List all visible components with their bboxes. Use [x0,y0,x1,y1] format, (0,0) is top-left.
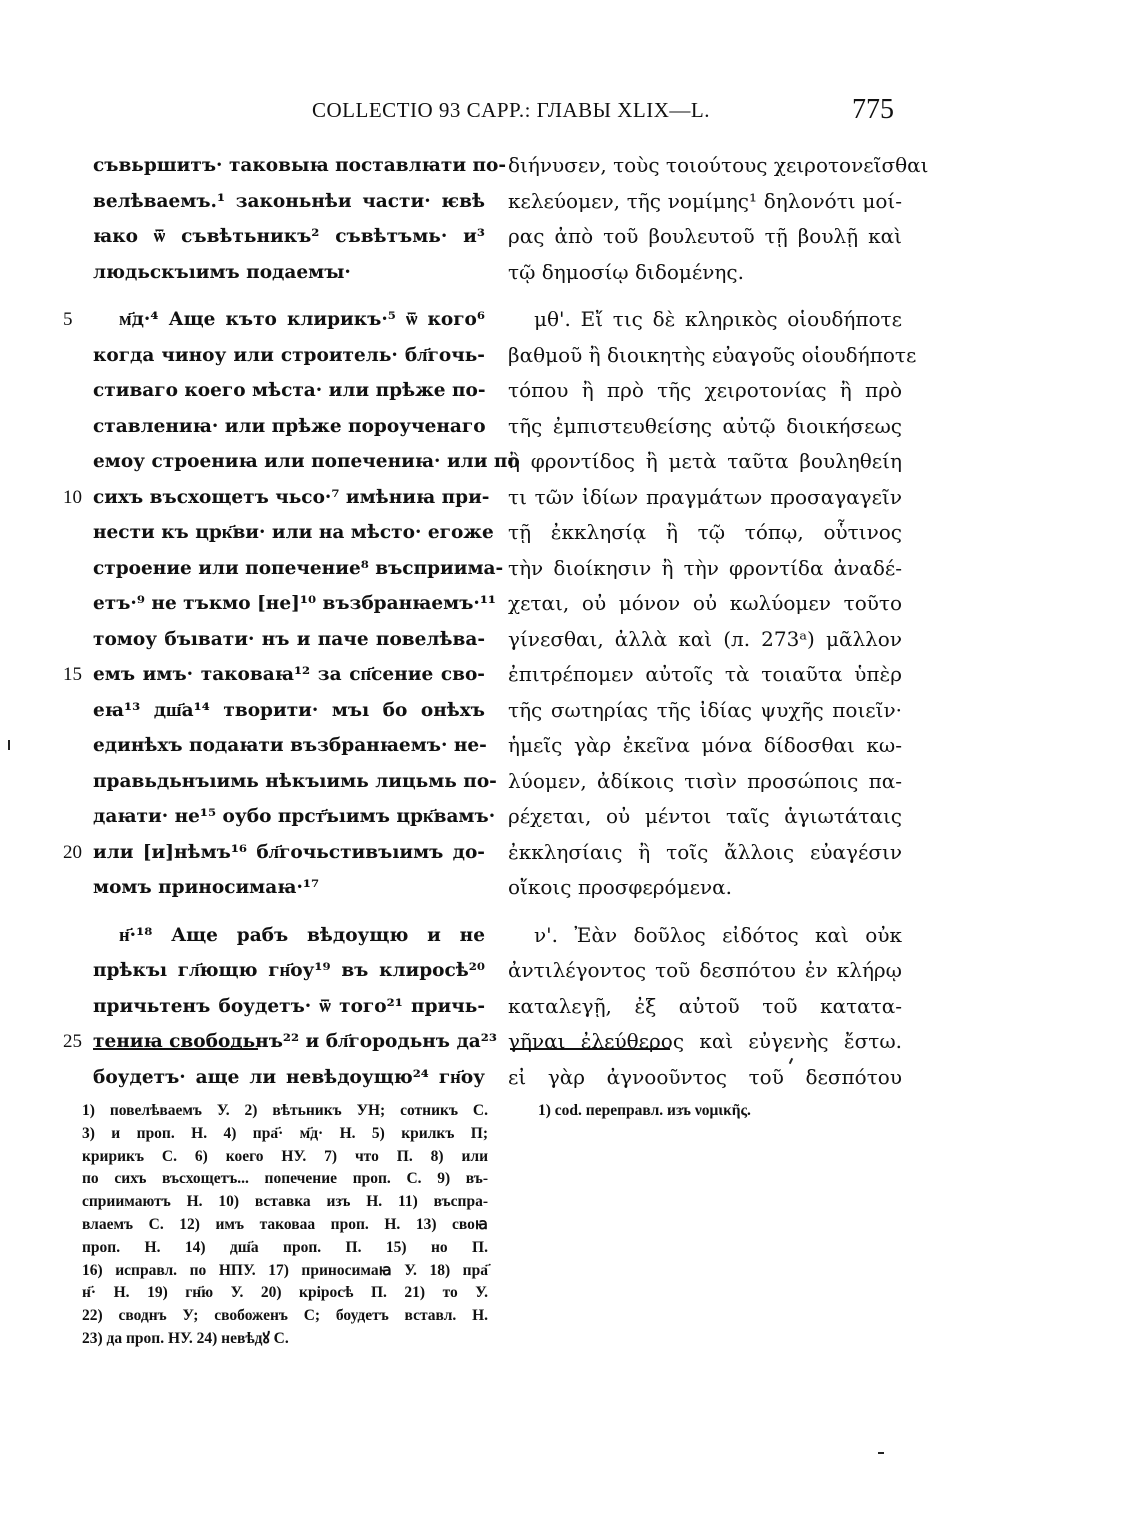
footnotes-slavonic [82,1100,488,1351]
greek-line: βαθμοῦ ἢ διοικητὴς εὐαγοῦς οἱουδήποτε [508,342,917,367]
page-number: 775 [852,94,894,125]
greek-line: τῆς σωτηρίας τῆς ἰδίας ψυχῆς ποιεῖν· [508,697,902,722]
greek-line: ἡμεῖς γὰρ ἐκεῖνα μόνα δίδοσθαι κω- [508,733,902,757]
slavonic-line: 15 емъ имъ· таковаꙗ¹² за сп҃сение сво- [63,664,485,685]
greek-line: ἀντιλέγοντος τοῦ δεσπότου ἐν κλήρῳ [508,958,902,982]
slavonic-line: етъ·⁹ не тъкмо [не]¹⁰ възбранꙗемъ·¹¹ [93,593,497,614]
slavonic-line: боудетъ· аще ли невѣдоущю²⁴ гн҃оу [93,1066,485,1088]
footnote-separator-right [510,1048,670,1050]
footnote-line: проп. Н. 14) дш҃а проп. П. 15) но П. [82,1238,488,1256]
footnote-line: по сихъ въсхощетъ... попечение проп. С. 9) въ- [82,1170,488,1188]
slavonic-line: 20 или [и]нѣмъ¹⁶ бл҃гочьстивъıимъ до- [63,841,485,863]
greek-line: γῆναι ἐλεύθερος καὶ εὐγενὴς ἔστω. [508,1029,902,1053]
greek-line: ρέχεται, οὐ μέντοι ταῖς ἁγιωτάταις [508,804,902,828]
footnote-line: сприимаютъ Н. 10) вставка изъ Н. 11) въспра- [82,1193,488,1211]
running-header: COLLECTIO 93 CAPP.: ГЛАВЫ XLIX—L. [312,98,710,122]
slavonic-line: еꙗ¹³ дш҃а¹⁴ творити· мъı бо онѣхъ [93,699,485,721]
slavonic-line: момъ приносимаꙗ·¹⁷ [93,877,320,898]
slavonic-line: н҃·¹⁸ Аще рабъ вѣдоущю и не [119,924,485,946]
greek-line: κελεύομεν, τῆς νομίμης¹ δηλονότι μοί- [508,188,902,213]
greek-line: χεται, οὐ μόνον οὐ κωλύομεν τοῦτο [508,591,902,615]
slavonic-line: правьдьнъıимь нѣкъıимь лицьмь по- [93,770,497,792]
greek-line: διήνυσεν, τοὺς τοιούτους χειροτονεῖσθαι [508,153,929,177]
greek-line: τῆς ἐμπιστευθείσης αὐτῷ διοικήσεως [508,413,902,438]
slavonic-line: томоу бъıвати· нъ и паче повелѣва- [93,628,485,650]
greek-line: ν'. Ἐὰν δοῦλος εἰδότος καὶ οὐκ [534,922,902,947]
greek-line: ἐκκλησίαις ἢ τοῖς ἄλλοις εὐαγέσιν [508,839,902,864]
footnote-line: 23) да проп. НУ. 24) невѣдꙋ С. [82,1329,289,1347]
greek-line: ρας ἀπὸ τοῦ βουλευτοῦ τῇ βουλῇ καὶ [508,224,902,248]
greek-line: μθ'. Εἴ τις δὲ κληρικὸς οἱουδήποτε [534,307,902,331]
slavonic-line: даꙗти· не¹⁵ оубо прст҃ъıимъ црк҃вамъ· [93,806,496,827]
greek-line: τὴν διοίκησιν ἢ τὴν φροντίδα ἀναδέ- [508,555,902,580]
slavonic-line: 5 м҃д·⁴ Аще къто клирикъ·⁵ ѿ кого⁶ [63,309,485,330]
footnote-line: влаемъ С. 12) имъ таковаа проп. Н. 13) своꙗ [82,1215,488,1233]
slavonic-line: ꙗко ѿ съвѣтьникъ² съвѣтъмь· и³ [93,226,485,247]
greek-line: εἰ γὰρ ἀγνοοῦντος τοῦ δεσπότου [508,1064,902,1089]
greek-line: τῷ δημοσίῳ διδομένης. [508,259,744,284]
footnote-line: 16) исправл. по НПУ. 17) приносимаꙗ У. 18) пра҃ [82,1261,488,1279]
greek-line: τῇ ἐκκλησίᾳ ἢ τῷ τόπῳ, οὗτινος [508,520,902,544]
footnote-line: 1) cod. переправл. изъ νομικῆς. [538,1102,751,1119]
greek-line: οἴκοις προσφερόμενα. [508,875,732,899]
footnote-line: 1) повелѣваемъ У. 2) вѣтьникъ УН; сотникъ С. [82,1102,488,1119]
slavonic-line: нести къ црк҃ви· или на мѣсто· егоже [93,522,494,543]
slavonic-line: единѣхъ подаꙗти възбранꙗемъ· не- [93,735,487,756]
slavonic-line: 25 тениꙗ свободьнъ²² и бл҃городьнъ да²³ [63,1031,497,1052]
slavonic-line: когда чиноу или строитель· бл҃гочь- [93,344,485,366]
slavonic-line: емоу строениꙗ или попечениꙗ· или по [93,451,520,472]
footnote-line: н҃· Н. 19) гн҃ю У. 20) крiросѣ П. 21) то У. [82,1284,488,1302]
footnote-line: 22) своднъ У; свобоженъ С; боудетъ вставл. Н. [82,1307,488,1325]
slavonic-line: причьтенъ боудетъ· ѿ того²¹ причь- [93,995,485,1017]
slavonic-line: ставлениꙗ· или прѣже пороученаго [93,415,486,437]
greek-line: ἢ φροντίδος ἢ μετὰ ταῦτα βουληθείη [508,449,902,473]
greek-line: ἐπιτρέπομεν αὐτοῖς τὰ τοιαῦτα ὑπὲρ [508,662,902,686]
greek-column [508,148,929,1095]
greek-line: τι τῶν ἰδίων πραγμάτων προσαγαγεῖν [508,484,902,509]
slavonic-line: велѣваемъ.¹ законьнѣи части· ѥвѣ [93,190,485,212]
greek-line: καταλεγῇ, ἐξ αὐτοῦ τοῦ κατατα- [508,993,902,1018]
slavonic-line: прѣкъı гл҃ющю гн҃оу¹⁹ въ клиросѣ²⁰ [93,960,485,981]
greek-line: τόπου ἢ πρὸ τῆς χειροτονίας ἢ πρὸ [508,378,902,402]
slavonic-line: 10 сихъ въсхощетъ чьсо·⁷ имѣниꙗ при- [63,486,490,508]
greek-line: γίνεσθαι, ἀλλὰ καὶ (л. 273ᵃ) μᾶλλον [508,626,902,651]
slavonic-line: людьскъıимъ подаемꙑ· [93,261,351,283]
slavonic-line: строение или попечение⁸ въсприима- [93,557,504,579]
scan-speck [878,1452,884,1454]
footnote-separator-left [93,1048,258,1050]
slavonic-line: стиваго коего мѣста· или прѣже по- [93,380,486,401]
slavonic-line: съвьршитъ· таковыꙗ поставлꙗти по- [93,155,507,176]
slavonic-column [63,148,520,1095]
scan-speck [8,740,10,750]
footnote-line: кририкъ С. 6) коего НУ. 7) что П. 8) или [82,1147,488,1165]
greek-line: λύομεν, ἀδίκοις τισὶν προσώποις πα- [508,768,902,793]
footnote-line: 3) и проп. Н. 4) пра҃· м҃д· Н. 5) крилкъ П; [82,1124,488,1142]
footnotes-greek [538,1100,898,1123]
